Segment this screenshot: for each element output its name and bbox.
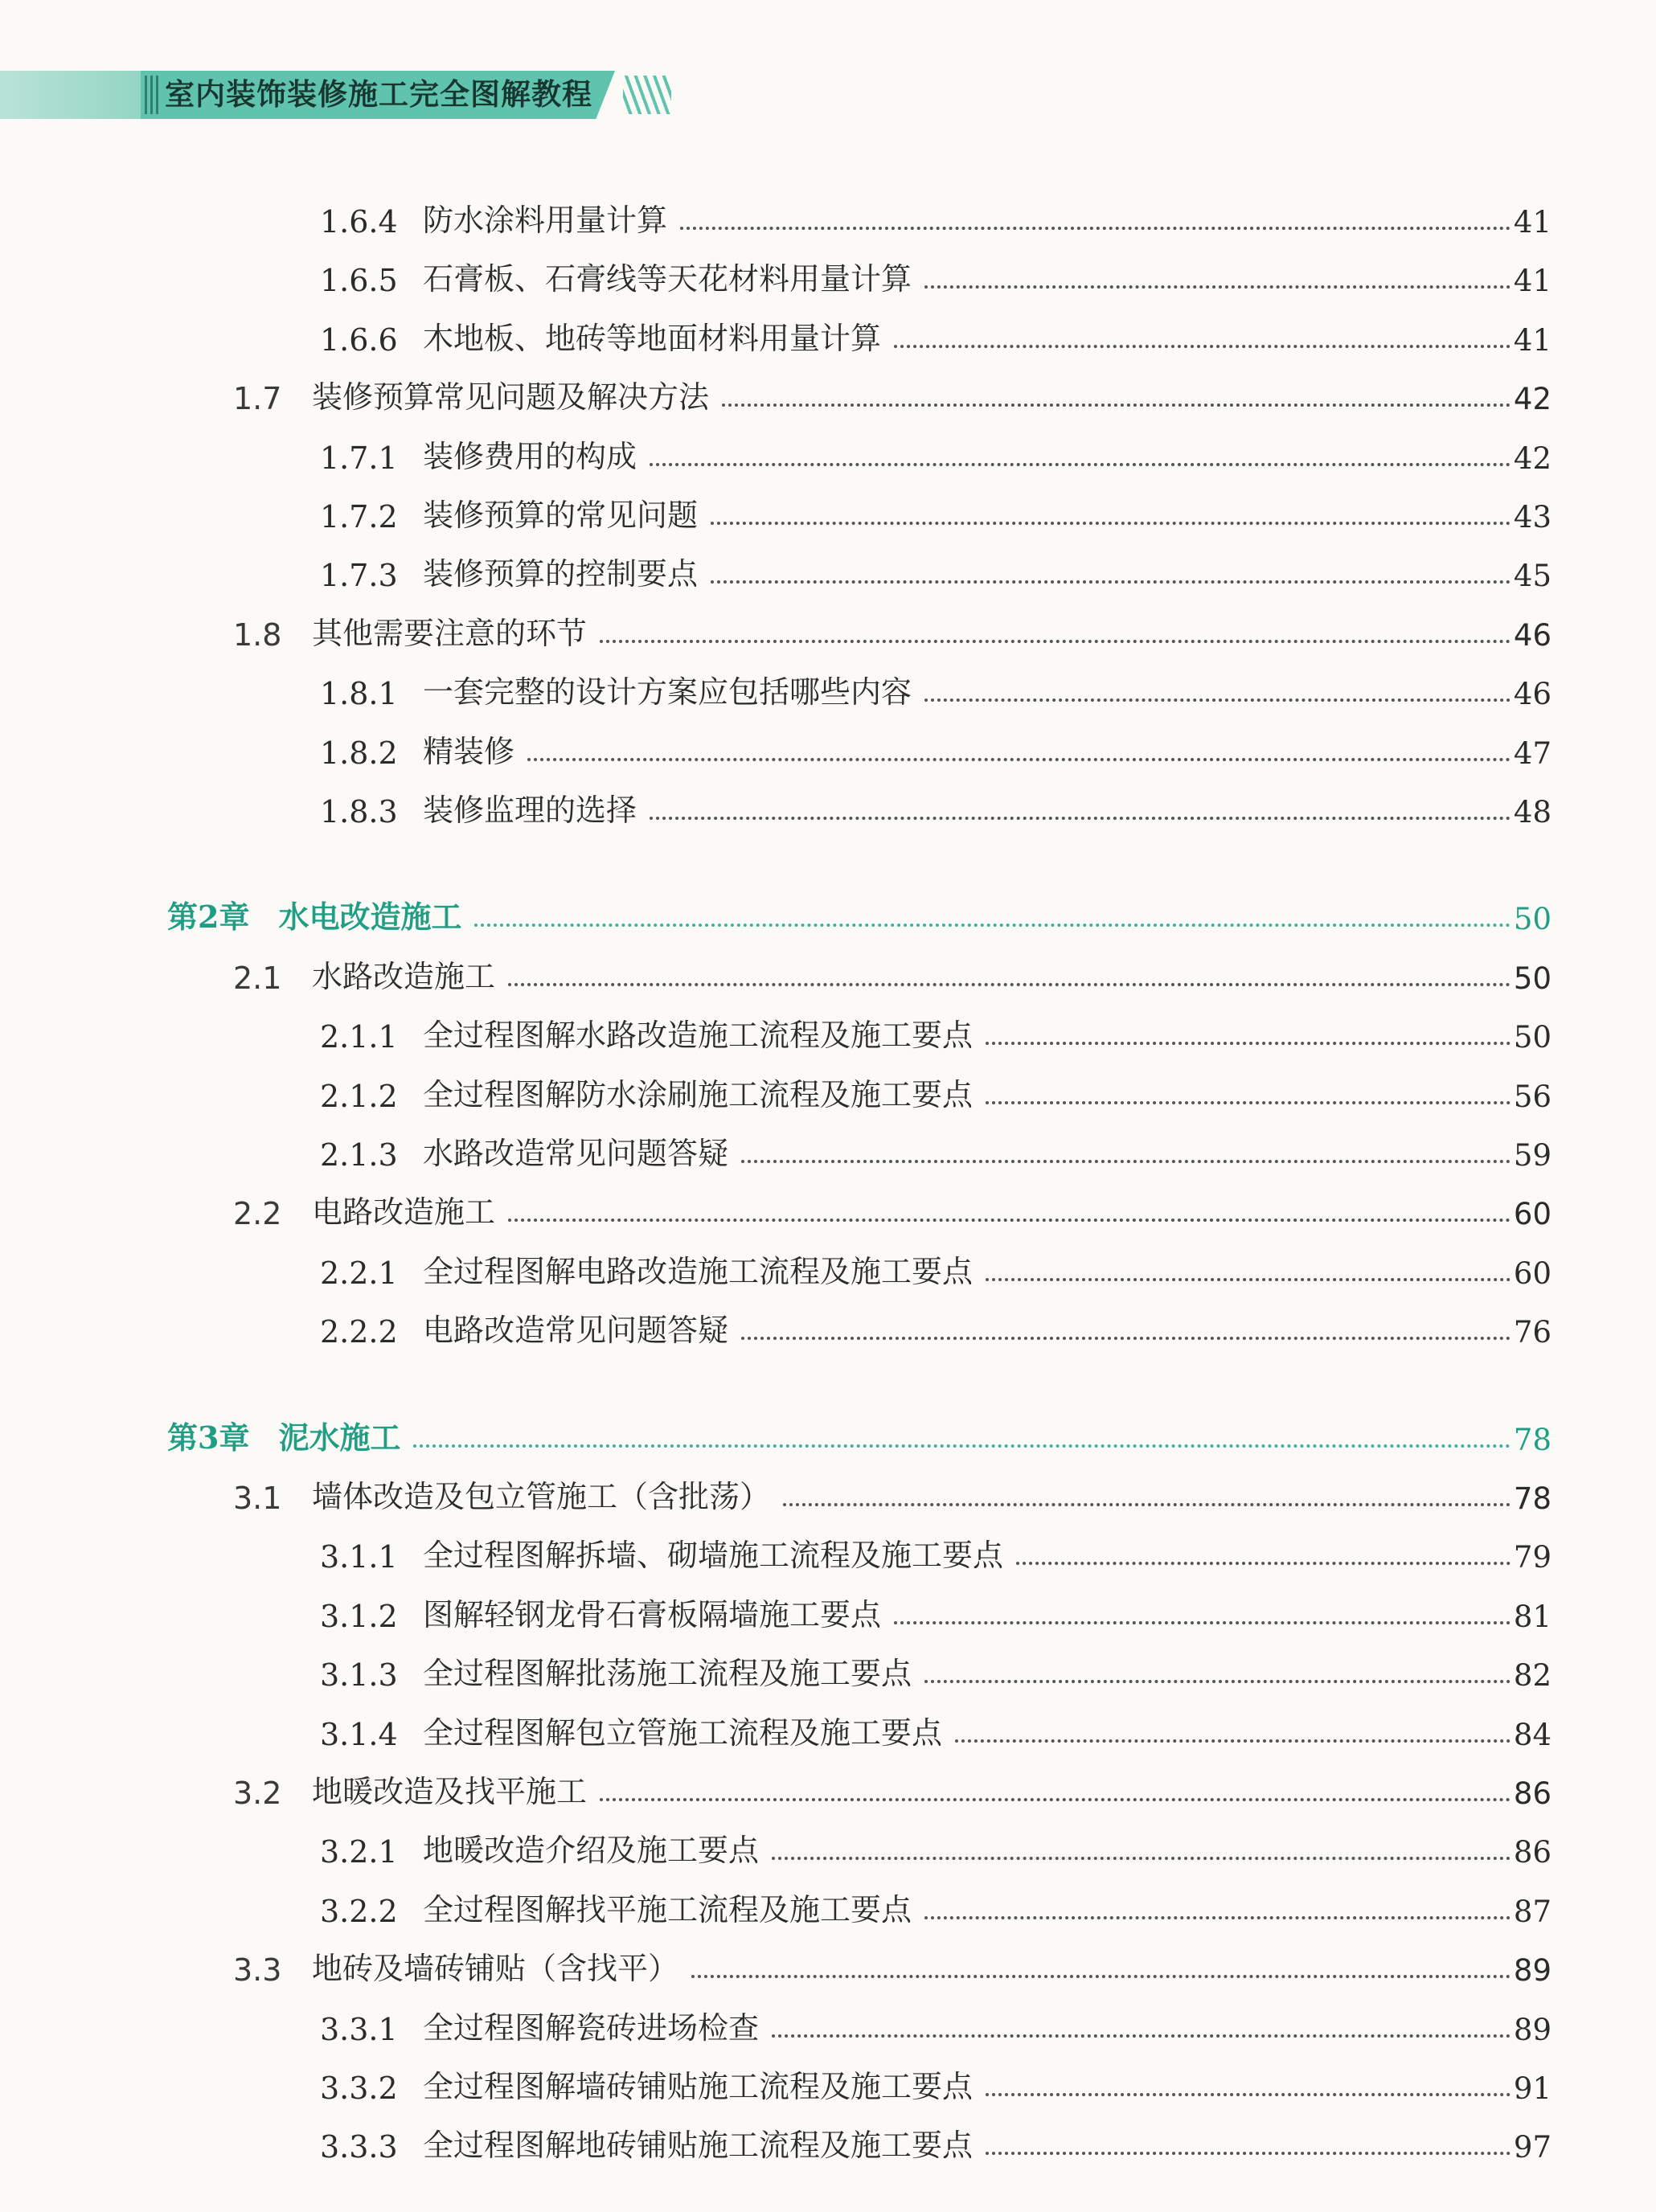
dot-leader [711,580,1510,584]
dot-leader [508,983,1510,986]
dot-leader [986,1101,1510,1104]
entry-page-number: 59 [1513,1138,1551,1173]
entry-title: 水路改造施工 [312,958,496,994]
entry-page-number: 46 [1513,617,1551,653]
entry-page-number: 86 [1513,1835,1551,1870]
entry-title: 装修费用的构成 [423,438,637,474]
entry-number: 2.2.1 [320,1255,398,1291]
entry-number: 3.1.3 [320,1657,398,1694]
entry-number: 3.3.2 [320,2071,398,2106]
toc-entry[interactable] [320,250,1551,298]
toc-entry[interactable] [320,1066,1551,1114]
entry-number: 1.6.4 [320,204,398,240]
entry-title: 泥水施工 [278,1419,401,1456]
entry-title: 装修预算的常见问题 [423,498,699,533]
entry-number: 3.1.1 [320,1539,398,1575]
toc-entry[interactable] [167,1409,1551,1457]
entry-title: 精装修 [423,733,515,769]
entry-number: 3.1 [233,1481,282,1516]
entry-page-number: 60 [1513,1256,1551,1291]
dot-leader [924,698,1510,702]
entry-number: 3.2.1 [320,1834,398,1870]
entry-number: 3.2.2 [320,1893,398,1929]
entry-number: 1.8.2 [320,735,398,771]
toc-entry[interactable] [233,1940,1551,1988]
entry-page-number: 78 [1513,1481,1551,1516]
entry-number: 2.1.1 [320,1019,398,1055]
entry-number: 1.7 [233,381,282,417]
entry-title: 地暖改造及找平施工 [312,1774,588,1809]
dot-leader [650,463,1510,466]
entry-number: 2.2 [233,1196,282,1232]
toc-entry[interactable] [233,368,1551,416]
toc-entry[interactable] [320,1821,1551,1870]
entry-number: 1.6.6 [320,322,398,358]
toc-entry[interactable] [320,191,1551,240]
dot-leader [894,1621,1510,1624]
dot-leader [413,1444,1510,1448]
dot-leader [711,522,1510,525]
entry-page-number: 89 [1513,2012,1551,2047]
dot-leader [955,1739,1510,1743]
toc-entry[interactable] [320,1006,1551,1055]
entry-number: 2.2.2 [320,1314,398,1350]
entry-number: 1.7.1 [320,440,398,476]
entry-number: 2.1 [233,960,282,996]
entry-title: 全过程图解水路改造施工流程及施工要点 [423,1018,974,1054]
entry-page-number: 78 [1513,1422,1551,1457]
entry-title: 图解轻钢龙骨石膏板隔墙施工要点 [423,1596,882,1632]
entry-title: 木地板、地砖等地面材料用量计算 [423,320,882,356]
entry-title: 装修监理的选择 [423,793,637,828]
entry-page-number: 43 [1513,500,1551,535]
dot-leader [986,2152,1510,2155]
entry-page-number: 89 [1513,1953,1551,1989]
toc-entry[interactable] [320,1704,1551,1752]
entry-page-number: 48 [1513,795,1551,830]
entry-page-number: 86 [1513,1776,1551,1811]
entry-title: 地砖及墙砖铺贴（含找平） [312,1951,679,1987]
toc-entry[interactable] [320,428,1551,476]
toc-entry[interactable] [320,781,1551,830]
toc-entry[interactable] [320,1526,1551,1575]
entry-title: 水电改造施工 [278,899,462,936]
dot-leader [986,1042,1510,1045]
dot-leader [986,2093,1510,2096]
toc-entry[interactable] [320,723,1551,771]
dot-leader [650,817,1510,820]
toc-entry[interactable] [320,486,1551,535]
entry-title: 装修预算的控制要点 [423,556,699,592]
dot-leader [1016,1562,1510,1565]
entry-page-number: 41 [1513,205,1551,240]
toc-entry[interactable] [320,1586,1551,1634]
entry-page-number: 45 [1513,559,1551,594]
entry-page-number: 81 [1513,1599,1551,1634]
entry-page-number: 91 [1513,2071,1551,2106]
entry-page-number: 50 [1513,902,1551,937]
entry-title: 全过程图解防水涂刷施工流程及施工要点 [423,1076,974,1112]
entry-title: 其他需要注意的环节 [312,615,588,651]
dot-leader [741,1160,1510,1163]
dot-leader [527,758,1510,761]
entry-title: 全过程图解找平施工流程及施工要点 [423,1891,912,1927]
toc-entry[interactable] [320,309,1551,358]
toc-entry[interactable] [233,604,1551,653]
entry-number: 3.2 [233,1776,282,1811]
toc-entry[interactable] [233,948,1551,996]
entry-page-number: 60 [1513,1197,1551,1232]
toc-entry[interactable] [320,1243,1551,1291]
entry-title: 一套完整的设计方案应包括哪些内容 [423,674,912,711]
dot-leader [924,1916,1510,1919]
toc-entry[interactable] [320,1645,1551,1693]
dot-leader [691,1975,1510,1978]
dot-leader [680,227,1510,230]
entry-page-number: 42 [1513,440,1551,476]
toc-entry[interactable] [233,1763,1551,1811]
entry-number: 1.8.3 [320,794,398,830]
entry-page-number: 56 [1513,1079,1551,1114]
entry-number: 1.7.2 [320,499,398,535]
toc-entry[interactable] [233,1468,1551,1516]
entry-page-number: 46 [1513,677,1551,712]
toc-entry[interactable] [167,888,1551,936]
entry-title: 电路改造施工 [312,1194,496,1231]
entry-title: 电路改造常见问题答疑 [423,1313,729,1349]
entry-number: 第3章 [167,1419,250,1456]
entry-page-number: 84 [1513,1717,1551,1752]
toc-entry[interactable] [320,1124,1551,1173]
entry-title: 装修预算常见问题及解决方法 [312,379,710,416]
dot-leader [508,1219,1510,1222]
entry-page-number: 42 [1513,382,1551,417]
entry-number: 2.1.3 [320,1137,398,1173]
dot-leader [741,1337,1510,1340]
entry-title: 全过程图解拆墙、砌墙施工流程及施工要点 [423,1538,1004,1574]
book-title: 室内装饰装修施工完全图解教程 [165,77,592,112]
entry-number: 3.1.4 [320,1716,398,1752]
dot-leader [986,1278,1510,1281]
entry-title: 全过程图解包立管施工流程及施工要点 [423,1714,943,1751]
toc-entry[interactable] [320,2058,1551,2106]
toc-entry[interactable] [320,1301,1551,1350]
entry-page-number: 41 [1513,264,1551,299]
entry-title: 石膏板、石膏线等天花材料用量计算 [423,261,912,297]
entry-page-number: 50 [1513,961,1551,996]
entry-title: 全过程图解批荡施工流程及施工要点 [423,1656,912,1692]
toc-entry[interactable] [320,2116,1551,2165]
toc-entry[interactable] [233,1183,1551,1231]
entry-page-number: 79 [1513,1540,1551,1575]
entry-title: 墙体改造及包立管施工（含批荡） [312,1479,771,1514]
toc-entry[interactable] [320,545,1551,593]
entry-page-number: 41 [1513,322,1551,358]
dot-leader [600,640,1510,643]
entry-number: 1.6.5 [320,263,398,299]
entry-number: 1.7.3 [320,558,398,594]
entry-number: 1.8 [233,616,282,653]
entry-page-number: 50 [1513,1020,1551,1055]
dot-leader [474,924,1510,927]
entry-title: 全过程图解地砖铺贴施工流程及施工要点 [423,2128,974,2164]
entry-title: 全过程图解电路改造施工流程及施工要点 [423,1253,974,1289]
toc-entry[interactable] [320,1881,1551,1929]
dot-leader [783,1503,1510,1506]
entry-page-number: 97 [1513,2130,1551,2165]
dot-leader [894,345,1510,348]
entry-title: 防水涂料用量计算 [423,203,668,238]
entry-page-number: 82 [1513,1658,1551,1694]
dot-leader [924,1680,1510,1683]
entry-title: 地暖改造介绍及施工要点 [423,1833,760,1869]
dot-leader [772,2034,1510,2038]
dot-leader [924,285,1510,289]
entry-number: 3.3.1 [320,2011,398,2047]
dot-leader [722,403,1510,407]
entry-title: 全过程图解墙砖铺贴施工流程及施工要点 [423,2069,974,2104]
dot-leader [600,1798,1510,1801]
entry-page-number: 76 [1513,1315,1551,1350]
dot-leader [772,1857,1510,1860]
entry-page-number: 47 [1513,735,1551,771]
entry-number: 2.1.2 [320,1078,398,1114]
entry-number: 3.1.2 [320,1598,398,1634]
entry-number: 第2章 [167,899,250,936]
entry-title: 全过程图解瓷砖进场检查 [423,2009,760,2046]
entry-number: 3.3.3 [320,2129,398,2165]
entry-page-number: 87 [1513,1894,1551,1929]
entry-number: 1.8.1 [320,676,398,712]
toc-entry[interactable] [320,663,1551,711]
entry-title: 水路改造常见问题答疑 [423,1136,729,1171]
entry-number: 3.3 [233,1952,282,1989]
toc-entry[interactable] [320,1999,1551,2047]
